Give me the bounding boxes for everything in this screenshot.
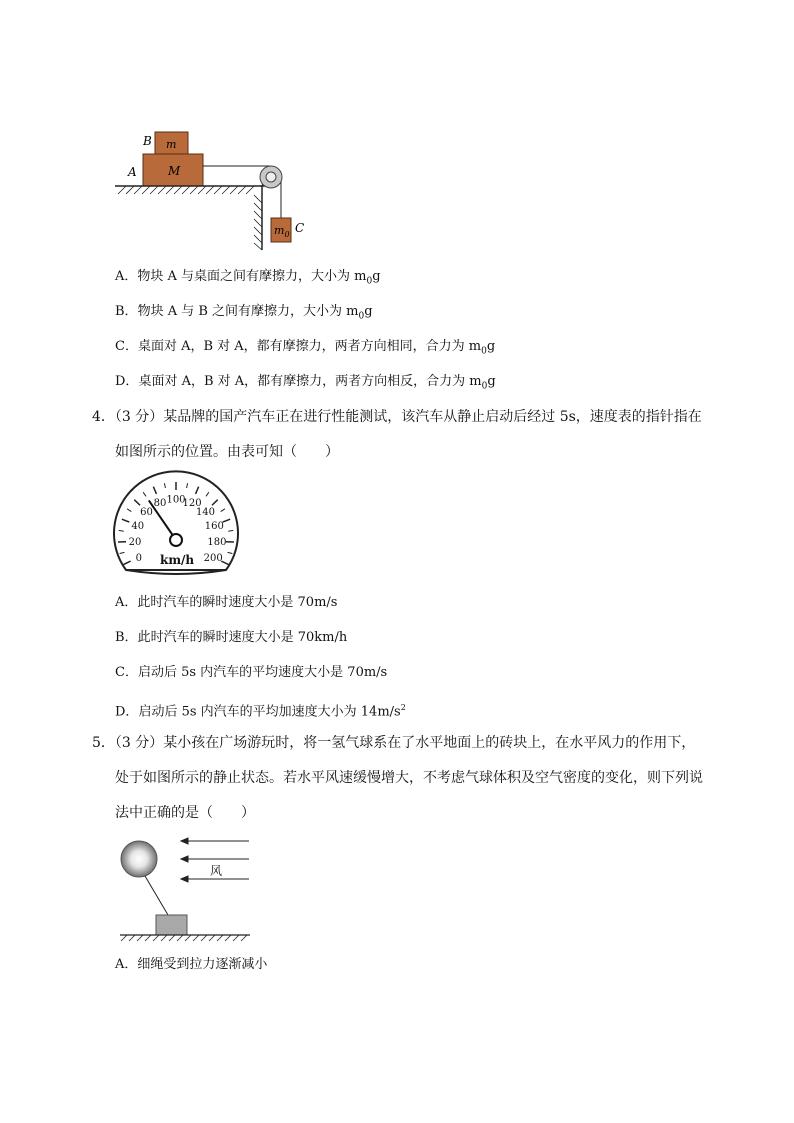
wind-label: 风 — [210, 864, 223, 878]
label-m0: $m_0$ — [274, 224, 290, 239]
gauge-tick-label: 200 — [203, 552, 223, 564]
gauge-tick-label: 40 — [131, 520, 145, 532]
gauge-tick-label: 140 — [195, 507, 216, 519]
balloon-string — [145, 876, 168, 915]
blocks-pulley-figure — [110, 125, 330, 255]
balloon-wind-figure — [115, 835, 255, 945]
gauge-hub — [170, 534, 182, 546]
gauge-tick-label: 160 — [204, 520, 224, 532]
q5-stem-line2: 处于如图所示的静止状态。若水平风速缓慢增大，不考虑气球体积及空气密度的变化，则下列说 — [115, 770, 703, 786]
gauge-unit: km/h — [160, 553, 195, 567]
q4-stem-line2: 如图所示的位置。由表可知（ ） — [115, 444, 339, 460]
gauge-tick-label: 0 — [135, 552, 143, 564]
q4-option-d: D．启动后 5s 内汽车的平均加速度大小为 $14m/s^2$ — [115, 703, 406, 720]
q4-option-b: B．此时汽车的瞬时速度大小是 70km/h — [115, 630, 348, 645]
q4-option-c: C．启动后 5s 内汽车的平均速度大小是 70m/s — [115, 665, 388, 680]
q5-option-a: A．细绳受到拉力逐渐减小 — [115, 957, 268, 972]
label-A: A — [128, 165, 137, 179]
q4-stem-line1: 4．（3 分）某品牌的国产汽车正在进行性能测试，该汽车从静止启动后经过 5s，速度表的指针指在 — [92, 409, 702, 425]
label-C: C — [295, 221, 305, 235]
gauge-tick-label: 100 — [166, 494, 186, 506]
gauge-tick-label: 120 — [182, 497, 202, 509]
q4-option-a: A．此时汽车的瞬时速度大小是 70m/s — [115, 595, 338, 610]
q3-option-b: B．物块 A 与 B 之间有摩擦力，大小为 $m_0g$ — [115, 304, 373, 322]
balloon-icon — [121, 841, 157, 877]
speedometer-figure — [112, 478, 240, 578]
q3-option-d: D．桌面对 A，B 对 A，都有摩擦力，两者方向相反，合力为 $m_0g$ — [115, 374, 496, 392]
q3-option-a: A．物块 A 与桌面之间有摩擦力，大小为 $m_0g$ — [115, 269, 381, 287]
gauge-tick-label: 60 — [140, 507, 153, 519]
brick — [156, 915, 187, 935]
gauge-tick-label: 20 — [128, 536, 142, 548]
label-m: m — [166, 138, 177, 151]
label-M: M — [168, 164, 181, 178]
gauge-tick-label: 180 — [207, 536, 227, 548]
label-B: B — [143, 134, 152, 148]
gauge-tick-label: 80 — [153, 497, 167, 509]
q3-option-c: C．桌面对 A，B 对 A，都有摩擦力，两者方向相同，合力为 $m_0g$ — [115, 339, 496, 357]
q5-stem-line3: 法中正确的是（ ） — [115, 805, 255, 821]
q5-stem-line1: 5．（3 分）某小孩在广场游玩时，将一氢气球系在了水平地面上的砖块上，在水平风力的作用下， — [92, 735, 696, 751]
